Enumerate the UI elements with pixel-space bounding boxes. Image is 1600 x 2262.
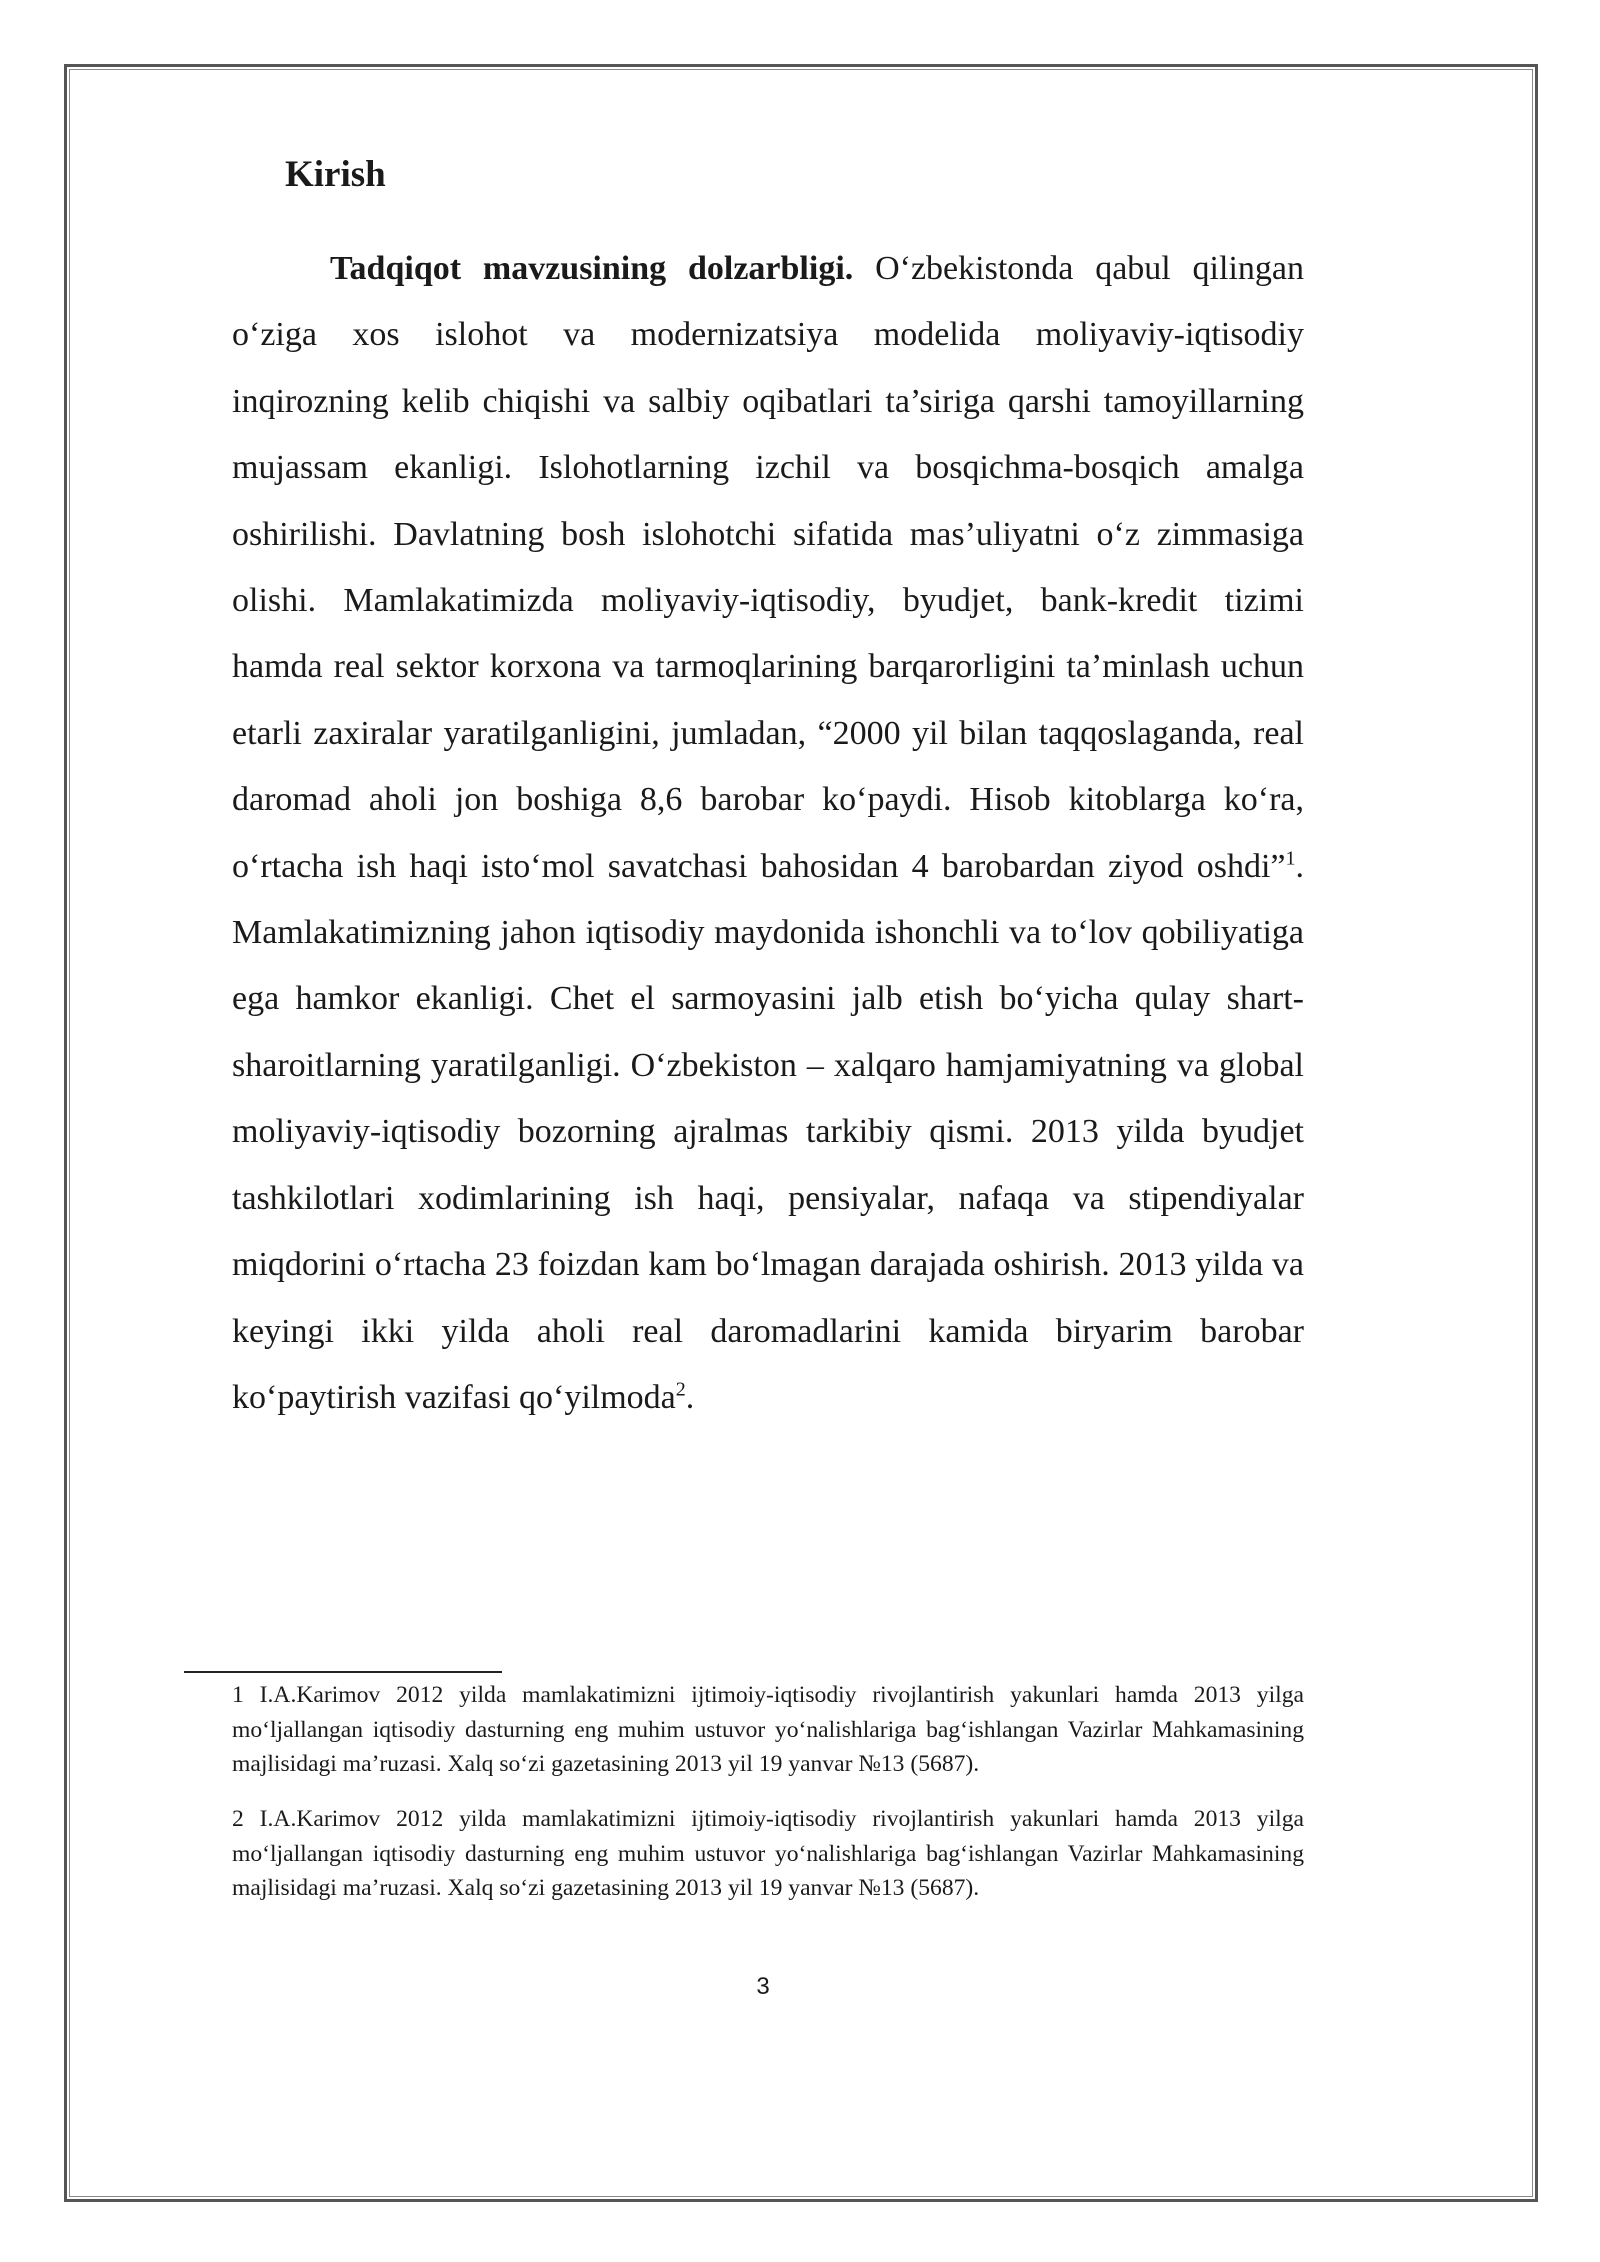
- paragraph-text-part3: .: [685, 1378, 695, 1416]
- footnote-separator: [184, 1671, 502, 1673]
- paragraph-text-part2: . Mamlakatimizning jahon iqtisodiy maydonida ishonchli va to‘lov qobiliyatiga ega hamkor ekanligi. Chet el sarmoyasini jalb etish bo‘yicha qulay shart-sharoitlarning yaratilganligi. O‘zbekiston – xalqaro hamjamiyatning va global moliyaviy-iqtisodiy bozorning ajralmas tarkibiy qismi. 2013 yilda byudjet tashkilotlari xodimlarining ish haqi, pensiyalar, nafaqa va stipendiyalar miqdorini o‘rtacha 23 foizdan kam bo‘lmagan darajada oshirish. 2013 yilda va keyingi ikki yilda aholi real daromadlarini kamida biryarim barobar ko‘paytirish vazifasi qo‘yilmoda: [232, 847, 1304, 1416]
- section-heading: Kirish: [285, 154, 386, 195]
- footnote-ref-1[interactable]: 1: [1285, 847, 1296, 870]
- footnote-ref-2[interactable]: 2: [675, 1378, 686, 1401]
- page-number: 3: [756, 1973, 770, 2000]
- paragraph-lead: Tadqiqot mavzusining dolzarbligi.: [330, 250, 854, 287]
- footnote-1: 1 I.A.Karimov 2012 yilda mamlakatimizni ijtimoiy-iqtisodiy rivojlantirish yakunlari hamda 2013 yilga mo‘ljallangan iqtisodiy dasturning eng muhim ustuvor yo‘nalishlariga bag‘ishlangan Vazirlar Mahkamasining majlisidagi ma’ruzasi. Xalq so‘zi gazetasining 2013 yil 19 yanvar №13 (5687).: [232, 1682, 1304, 1777]
- body-paragraph: [232, 236, 1304, 1431]
- paragraph-text-part1: O‘zbekistonda qabul qilingan o‘ziga xos islohot va modernizatsiya modelida moliyaviy-iqtisodiy inqirozning kelib chiqishi va salbiy oqibatlari ta’siriga qarshi tamoyillarning mujassam ekanligi. Islohotlarning izchil va bosqichma-bosqich amalga oshirilishi. Davlatning bosh islohotchi sifatida mas’uliyatni o‘z zimmasiga olishi. Mamlakatimizda moliyaviy-iqtisodiy, byudjet, bank-kredit tizimi hamda real sektor korxona va tarmoqlarining barqarorligini ta’minlash uchun etarli zaxiralar yaratilganligini, jumladan, “2000 yil bilan taqqoslaganda, real daromad aholi jon boshiga 8,6 barobar ko‘paydi. Hisob kitoblarga ko‘ra, o‘rtacha ish haqi isto‘mol savatchasi bahosidan 4 barobardan ziyod oshdi”: [232, 250, 1304, 885]
- footnote-2: 2 I.A.Karimov 2012 yilda mamlakatimizni ijtimoiy-iqtisodiy rivojlantirish yakunlari hamda 2013 yilga mo‘ljallangan iqtisodiy dasturning eng muhim ustuvor yo‘nalishlariga bag‘ishlangan Vazirlar Mahkamasining majlisidagi ma’ruzasi. Xalq so‘zi gazetasining 2013 yil 19 yanvar №13 (5687).: [232, 1806, 1304, 1901]
